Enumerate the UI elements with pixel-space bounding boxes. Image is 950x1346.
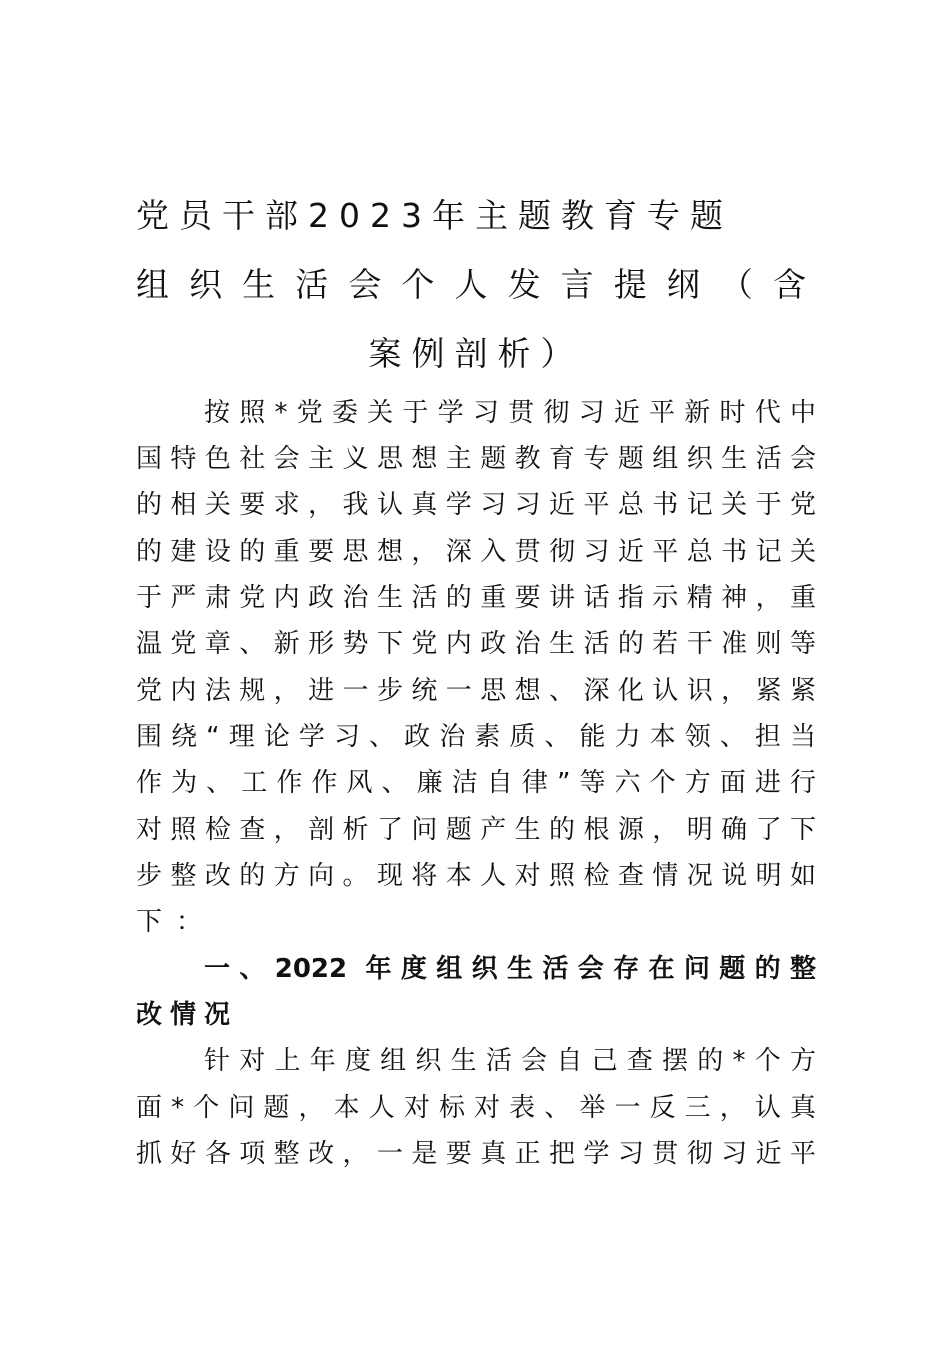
intro-line: 围绕“理论学习、政治素质、能力本领、担当 <box>136 722 816 752</box>
intro-line: 步整改的方向。现将本人对照检查情况说明如 <box>136 861 816 891</box>
intro-line: 于严肃党内政治生活的重要讲话指示精神，重 <box>136 583 816 613</box>
intro-line: 的建设的重要思想，深入贯彻习近平总书记关 <box>136 537 816 567</box>
paragraph-line: 抓好各项整改，一是要真正把学习贯彻习近平 <box>136 1139 816 1169</box>
intro-line: 党内法规，进一步统一思想、深化认识，紧紧 <box>136 676 816 706</box>
section-heading-line: 改情况 <box>136 1000 239 1030</box>
document-title-line-3: 案例剖析） <box>368 334 584 373</box>
intro-line: 按照*党委关于学习贯彻习近平新时代中 <box>204 398 816 428</box>
intro-line: 温党章、新形势下党内政治生活的若干准则等 <box>136 629 816 659</box>
document-title-line-2: 组织生活会个人发言提纲（含 <box>136 265 816 304</box>
section-heading-line: 一、2022 年度组织生活会存在问题的整 <box>204 954 816 984</box>
intro-line: 作为、工作作风、廉洁自律”等六个方面进行 <box>136 768 816 798</box>
paragraph-line: 针对上年度组织生活会自己查摆的*个方 <box>204 1046 816 1076</box>
intro-line: 的相关要求，我认真学习习近平总书记关于党 <box>136 490 816 520</box>
paragraph-line: 面*个问题，本人对标对表、举一反三，认真 <box>136 1093 816 1123</box>
intro-line: 下： <box>136 907 217 937</box>
intro-line: 对照检查，剖析了问题产生的根源，明确了下 <box>136 815 816 845</box>
intro-line: 国特色社会主义思想主题教育专题组织生活会 <box>136 444 816 474</box>
document-title-line-1: 党员干部2023年主题教育专题 <box>136 196 733 235</box>
